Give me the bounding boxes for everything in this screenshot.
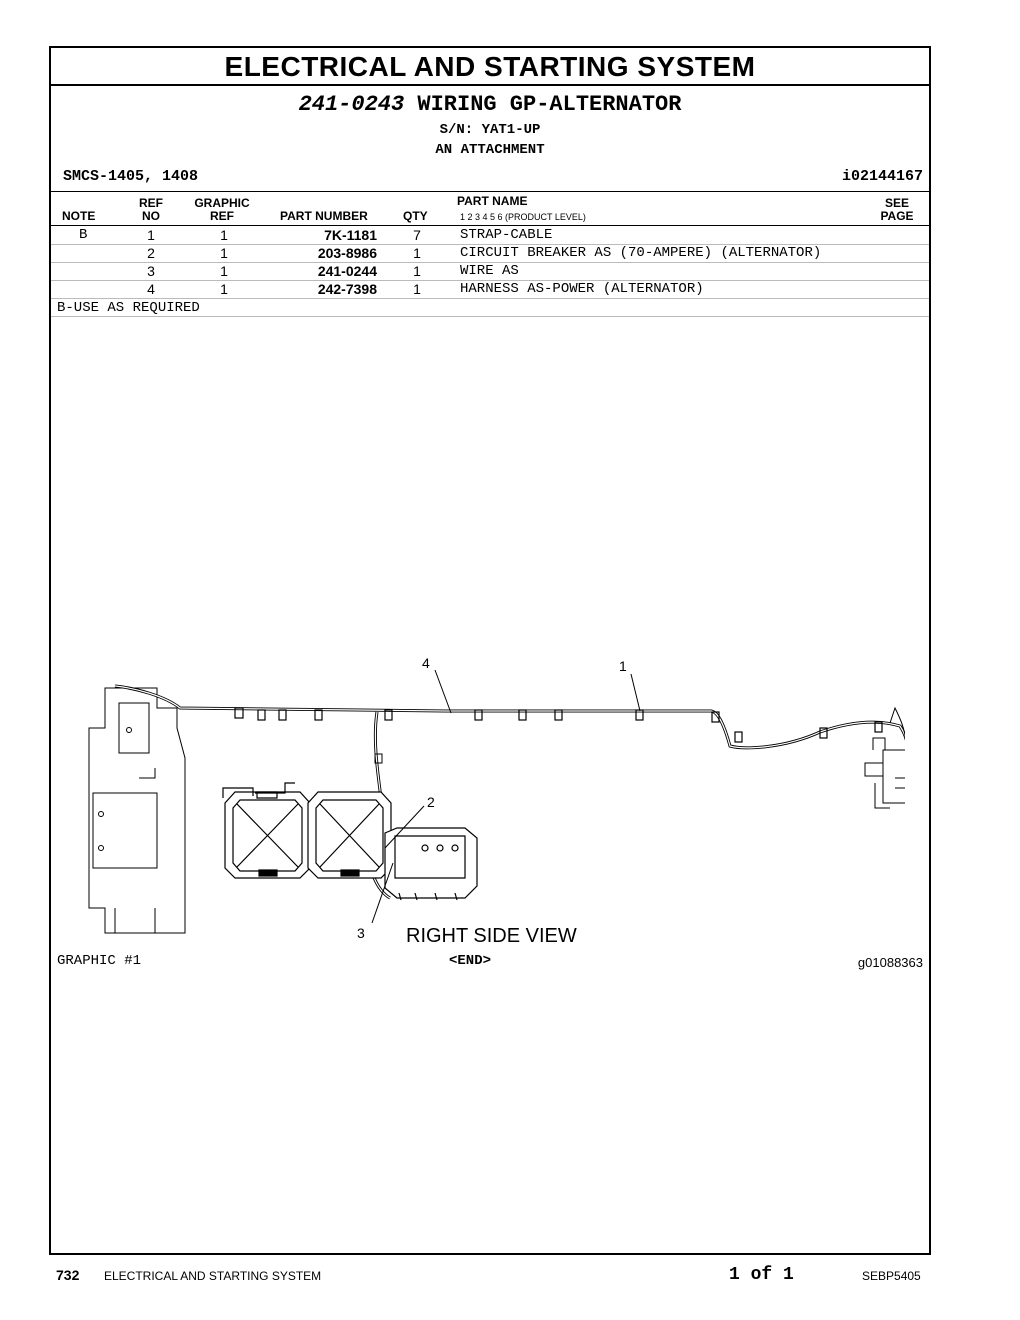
graphic-id: g01088363 xyxy=(857,955,923,970)
row-note: B xyxy=(79,227,88,243)
row-graphic-ref: 1 xyxy=(220,245,228,261)
table-note: B-USE AS REQUIRED xyxy=(57,300,200,316)
callout-1: 1 xyxy=(619,658,627,674)
col-note-header: NOTE xyxy=(62,209,96,223)
row-qty: 1 xyxy=(413,281,421,297)
callout-3: 3 xyxy=(357,925,365,938)
row-ref: 2 xyxy=(147,245,155,261)
row-part-name: WIRE AS xyxy=(460,263,519,279)
parts-page-frame xyxy=(49,46,931,1255)
row-divider xyxy=(51,298,929,299)
end-marker: <END> xyxy=(449,953,492,969)
row-divider xyxy=(51,316,929,317)
category: AN ATTACHMENT xyxy=(435,142,545,158)
page-of-count: 1 of 1 xyxy=(729,1265,794,1285)
row-ref: 3 xyxy=(147,263,155,279)
row-graphic-ref: 1 xyxy=(220,227,228,243)
page-footer xyxy=(0,1265,1020,1289)
row-graphic-ref: 1 xyxy=(220,281,228,297)
col-graphic-header: GRAPHIC REF xyxy=(194,196,250,223)
wiring-diagram xyxy=(85,608,905,938)
footer-section-title: ELECTRICAL AND STARTING SYSTEM xyxy=(104,1269,322,1283)
row-part-name: HARNESS AS-POWER (ALTERNATOR) xyxy=(460,281,704,297)
page-number: 732 xyxy=(56,1267,80,1283)
callout-4: 4 xyxy=(422,655,430,671)
col-part-number-header: PART NUMBER xyxy=(280,209,368,223)
row-ref: 4 xyxy=(147,281,155,297)
row-qty: 1 xyxy=(413,245,421,261)
col-qty-header: QTY xyxy=(403,209,428,223)
document-id: i02144167 xyxy=(841,168,923,185)
col-ref-header: REF NO xyxy=(139,196,163,223)
row-part-number: 7K-1181 xyxy=(324,227,377,243)
serial-number: S/N: YAT1-UP xyxy=(439,122,541,138)
row-ref: 1 xyxy=(147,227,155,243)
row-part-number: 241-0244 xyxy=(317,263,377,279)
row-part-number: 203-8986 xyxy=(317,245,377,261)
product-levels: 1 2 3 4 5 6 (PRODUCT LEVEL) xyxy=(460,212,586,222)
group-name: WIRING GP-ALTERNATOR xyxy=(417,92,682,117)
group-number: 241-0243 xyxy=(298,92,405,117)
row-part-name: CIRCUIT BREAKER AS (70-AMPERE) (ALTERNATOR) xyxy=(460,245,822,261)
row-qty: 1 xyxy=(413,263,421,279)
header-rule-top xyxy=(51,191,929,192)
group-title xyxy=(51,92,929,117)
row-part-number: 242-7398 xyxy=(317,281,377,297)
callout-2: 2 xyxy=(427,794,435,810)
col-part-name-header: PART NAME xyxy=(457,194,528,208)
row-part-name: STRAP-CABLE xyxy=(460,227,553,243)
graphic-label: GRAPHIC #1 xyxy=(57,953,142,969)
header-rule-bottom xyxy=(51,225,929,226)
row-graphic-ref: 1 xyxy=(220,263,228,279)
row-qty: 7 xyxy=(413,227,421,243)
smcs-codes: SMCS-1405, 1408 xyxy=(63,168,199,185)
system-title: ELECTRICAL AND STARTING SYSTEM xyxy=(51,48,929,86)
view-label: RIGHT SIDE VIEW xyxy=(406,925,577,947)
document-code: SEBP5405 xyxy=(862,1269,921,1283)
col-see-page-header: SEE PAGE xyxy=(880,196,914,223)
